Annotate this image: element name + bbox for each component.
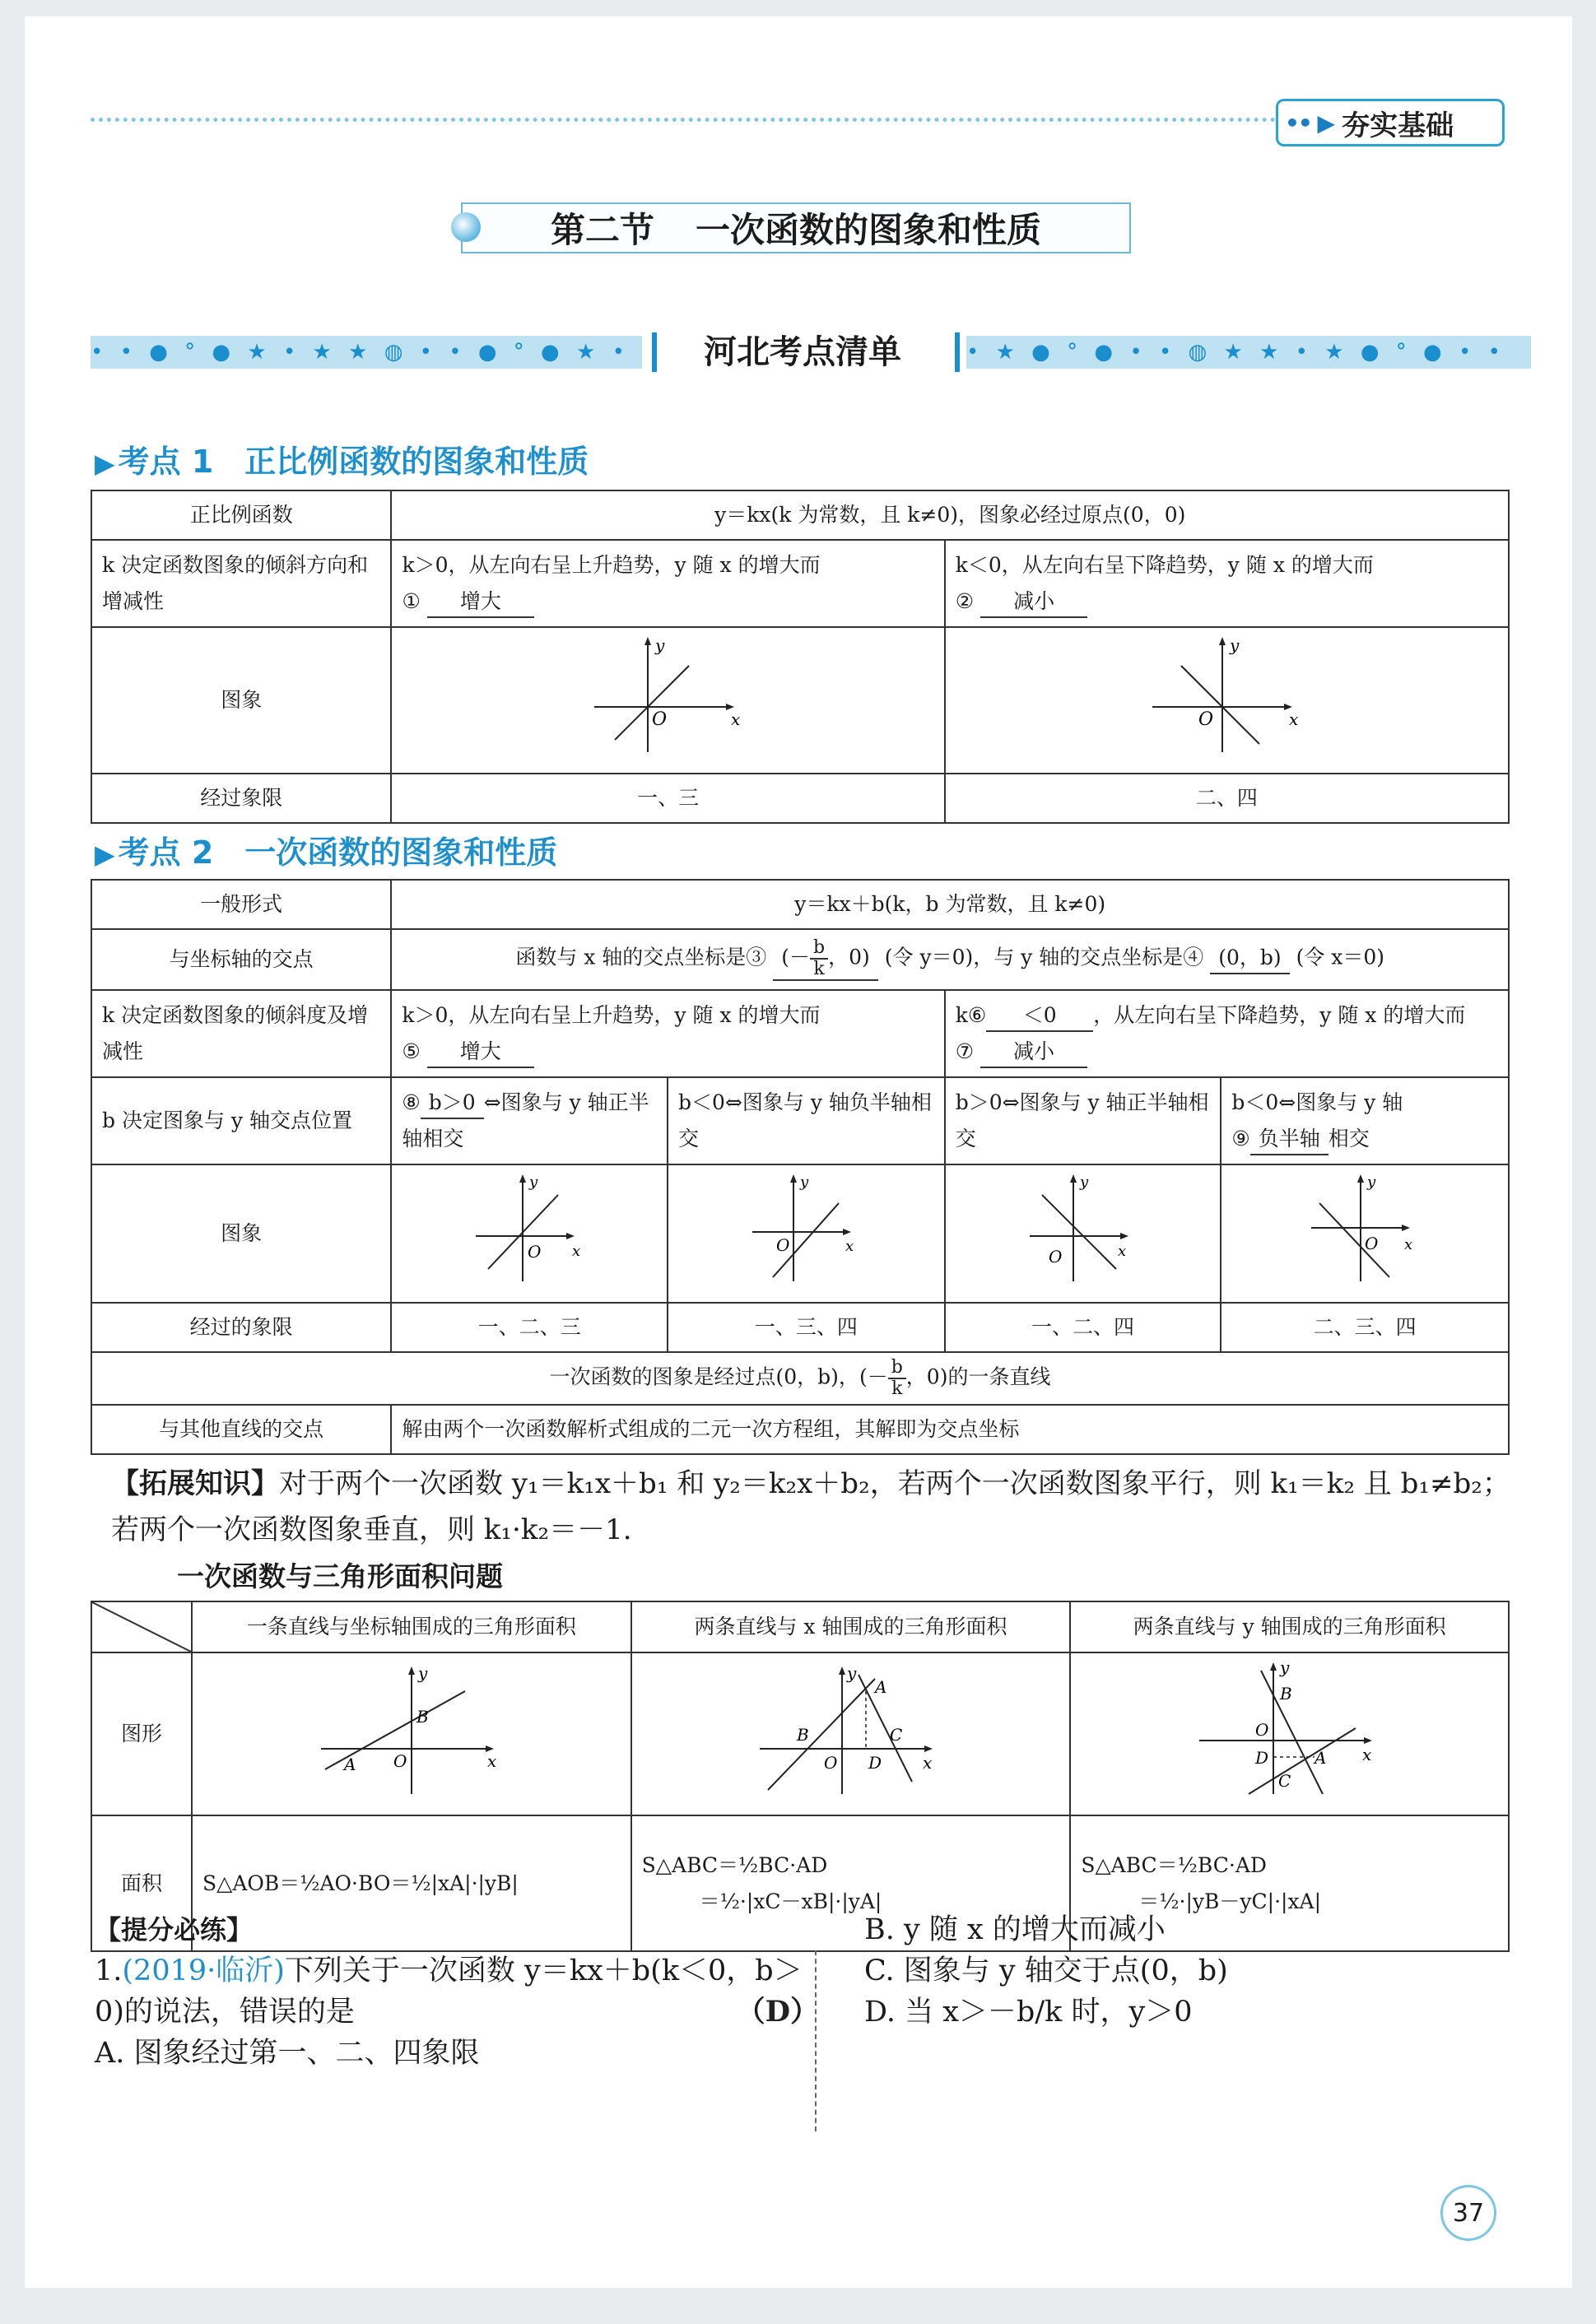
- blank-6: ＜0: [986, 1001, 1093, 1032]
- tri-col3: 两条直线与 y 轴围成的三角形面积: [1070, 1601, 1509, 1652]
- tri-col1: 一条直线与坐标轴围成的三角形面积: [192, 1601, 631, 1652]
- k2-axis-label: 与坐标轴的交点: [91, 929, 391, 990]
- k2-axis-value: 函数与 x 轴的交点坐标是③ (－ $\frac{b}{k}$ ，0) (令 y＝0)，与 y 轴的交点坐标是④ (0，b) (令 x＝0): [391, 929, 1509, 990]
- svg-text:O: O: [651, 709, 667, 730]
- k2-graph-label: 图象: [91, 1164, 391, 1303]
- tri-row-graph-label: 图形: [91, 1652, 192, 1815]
- k1-r4-right: 二、四: [945, 774, 1509, 823]
- blank-5: 增大: [427, 1037, 534, 1068]
- k2-other-label: 与其他直线的交点: [91, 1405, 391, 1454]
- k2-slope-label: k 决定函数图象的倾斜度及增减性: [91, 990, 391, 1077]
- svg-text:y: y: [417, 1663, 428, 1683]
- tri-col2: 两条直线与 x 轴围成的三角形面积: [631, 1601, 1071, 1652]
- svg-text:y: y: [1079, 1174, 1088, 1191]
- kaodian2-table: [91, 879, 1510, 1455]
- k2-b-c1: ⑧ b＞0 ⇔图象与 y 轴正半轴相交: [391, 1077, 668, 1164]
- k2-graph-3: [945, 1164, 1221, 1303]
- svg-text:D: D: [868, 1753, 882, 1773]
- svg-text:x: x: [730, 709, 740, 729]
- section-title-part1: 第二节: [550, 210, 654, 250]
- k2-b-c3: b＞0⇔图象与 y 轴正半轴相交: [945, 1077, 1221, 1164]
- extension-paragraph: [111, 1461, 1527, 1553]
- blank-7: 减小: [980, 1037, 1087, 1068]
- graph-triangle-x-axis: [751, 1658, 949, 1798]
- triangle-icon: ▶: [95, 448, 115, 479]
- frac-b-over-k-2: $\frac{b}{k}$: [888, 1358, 906, 1399]
- answer-bracket: （D）: [736, 1995, 819, 2029]
- section-title: [461, 202, 1131, 253]
- k1-r3-label: 图象: [91, 627, 391, 774]
- svg-text:O: O: [1048, 1247, 1062, 1267]
- svg-text:C: C: [890, 1725, 903, 1745]
- svg-text:x: x: [486, 1751, 497, 1771]
- diagonal-line: [92, 1602, 191, 1652]
- practice-right: [864, 1909, 1523, 2033]
- answer-letter: D: [765, 1995, 790, 2029]
- tri-graph-1: [192, 1652, 631, 1815]
- svg-text:y: y: [1279, 1658, 1289, 1677]
- k2-general-value: y＝kx＋b(k，b 为常数，且 k≠0): [391, 880, 1509, 929]
- svg-text:y: y: [1230, 635, 1240, 655]
- graph-k-pos-b-pos: [472, 1170, 587, 1285]
- svg-text:y: y: [654, 635, 664, 655]
- k2-slope-left: k＞0，从左向右呈上升趋势，y 随 x 的增大而 ⑤ 增大: [391, 990, 944, 1077]
- svg-text:x: x: [1404, 1236, 1413, 1253]
- k2-general-label: 一般形式: [91, 880, 391, 929]
- extension-text: 对于两个一次函数 y₁＝k₁x＋b₁ 和 y₂＝k₂x＋b₂，若两个一次函数图象平行，则 k₁＝k₂ 且 b₁≠b₂；若两个一次函数图象垂直，则 k₁·k₂＝－1.: [111, 1467, 1510, 1546]
- svg-text:O: O: [776, 1235, 790, 1255]
- svg-text:O: O: [393, 1751, 407, 1771]
- k2-slope-right: k⑥ ＜0 ，从左向右呈下降趋势，y 随 x 的增大而 ⑦ 减小: [945, 990, 1509, 1077]
- k2-graph-4: [1221, 1164, 1509, 1303]
- svg-text:A: A: [343, 1755, 356, 1774]
- banner-label: 河北考点清单: [704, 333, 901, 371]
- column-divider: [815, 1950, 817, 2131]
- blank-1: 增大: [427, 587, 534, 618]
- svg-text:A: A: [875, 1677, 887, 1697]
- graph-k-neg-b-neg: [1307, 1170, 1422, 1285]
- banner-bar-right: [955, 332, 960, 372]
- option-a: A. 图象经过第一、二、四象限: [95, 2037, 480, 2070]
- graph-k-pos-b-neg: [748, 1170, 863, 1285]
- graph-k-neg-b-pos: [1026, 1170, 1141, 1285]
- k1-r2-right: k＜0，从左向右呈下降趋势，y 随 x 的增大而 ② 减小: [945, 540, 1509, 627]
- question-1: 1.(2019·临沂)下列关于一次函数 y＝kx＋b(k＜0，b＞0)的说法，错误的是 （D）: [95, 1950, 819, 2033]
- svg-text:x: x: [572, 1243, 581, 1260]
- svg-text:B: B: [1279, 1684, 1292, 1703]
- practice-left: [95, 1914, 819, 2074]
- k1-r2-left: k＞0，从左向右呈上升趋势，y 随 x 的增大而 ① 增大: [391, 540, 944, 627]
- k2-line-summary: 一次函数的图象是经过点(0，b)，(－ $\frac{b}{k}$ ，0)的一条直线: [91, 1352, 1509, 1405]
- svg-text:y: y: [847, 1663, 857, 1683]
- svg-text:y: y: [529, 1174, 538, 1191]
- tri-graph-3: [1070, 1652, 1509, 1815]
- k1-r2-label: k 决定函数图象的倾斜方向和增减性: [91, 540, 391, 627]
- tri-graph-2: [631, 1652, 1071, 1815]
- svg-text:x: x: [1361, 1745, 1371, 1764]
- k2-quad-1: 一、二、三: [391, 1303, 668, 1352]
- triangle-table: [91, 1601, 1510, 1952]
- section-title-part2: 一次函数的图象和性质: [696, 210, 1042, 250]
- kaodian1-table: [91, 490, 1510, 824]
- k2-quad-label: 经过的象限: [91, 1303, 391, 1352]
- svg-text:B: B: [416, 1707, 429, 1727]
- diag-corner: [91, 1601, 192, 1652]
- blank-3: (－ $\frac{b}{k}$ ，0): [773, 938, 878, 981]
- option-c: C. 图象与 y 轴交于点(0，b): [864, 1954, 1228, 1987]
- svg-text:O: O: [1254, 1720, 1269, 1740]
- k2-b-c2: b＜0⇔图象与 y 轴负半轴相交: [668, 1077, 945, 1164]
- extension-tag: 【拓展知识】: [111, 1467, 279, 1500]
- tri-area-2: S△ABC＝½BC·AD ＝½·|xC－xB|·|yA|: [631, 1815, 1071, 1951]
- blank-8: b＞0: [421, 1088, 484, 1119]
- svg-text:D: D: [1254, 1748, 1268, 1768]
- header-badge: [1276, 99, 1505, 146]
- svg-text:C: C: [1277, 1771, 1291, 1791]
- tri-area-3: S△ABC＝½BC·AD ＝½·|yB－yC|·|xA|: [1070, 1815, 1509, 1951]
- k1-graph-increasing: [391, 627, 944, 774]
- kaodian-banner: [91, 329, 1531, 375]
- header-dotted-rule: [91, 118, 1292, 122]
- k1-r4-label: 经过象限: [91, 774, 391, 823]
- page-number: 37: [1440, 2185, 1496, 2241]
- k2-quad-2: 一、三、四: [668, 1303, 945, 1352]
- svg-text:y: y: [1367, 1174, 1376, 1191]
- question-source: (2019·临沂): [122, 1954, 285, 1987]
- svg-text:x: x: [845, 1238, 854, 1255]
- graph-triangle-y-axis: [1191, 1658, 1389, 1798]
- blank-2: 减小: [980, 587, 1087, 618]
- option-d: D. 当 x＞－b/k 时，y＞0: [864, 1996, 1193, 2029]
- triangle-icon: ▶: [95, 839, 115, 870]
- badge-arrows-icon: •• ▶: [1285, 109, 1334, 137]
- banner-left-deco: • • ● ° ● ★ • ★ ★ ◍ • • ● ° ● ★ •: [91, 336, 642, 369]
- graph-triangle-axes: [313, 1658, 510, 1798]
- blank-9: 负半轴: [1250, 1124, 1328, 1155]
- kaodian2-heading: ▶ 考点 2 一次函数的图象和性质: [95, 834, 558, 871]
- tri-row-area-label: 面积: [91, 1815, 192, 1951]
- svg-text:y: y: [800, 1174, 809, 1191]
- svg-text:O: O: [1198, 709, 1214, 730]
- kaodian1-heading: ▶ 考点 1 正比例函数的图象和性质: [95, 444, 589, 480]
- k2-b-c4: b＜0⇔图象与 y 轴 ⑨ 负半轴 相交: [1221, 1077, 1509, 1164]
- k2-graph-2: [668, 1164, 945, 1303]
- frac-b-over-k: $\frac{b}{k}$: [810, 938, 828, 979]
- svg-text:x: x: [1117, 1243, 1126, 1260]
- k2-b-label: b 决定图象与 y 轴交点位置: [91, 1077, 391, 1164]
- tri-area-1: S△AOB＝½AO·BO＝½|xA|·|yB|: [192, 1815, 631, 1951]
- svg-text:B: B: [797, 1725, 810, 1745]
- k2-other-value: 解由两个一次函数解析式组成的二元一次方程组，其解即为交点坐标: [391, 1405, 1509, 1454]
- k1-r1-value: y＝kx(k 为常数，且 k≠0)，图象必经过原点(0，0): [391, 490, 1509, 540]
- svg-text:A: A: [1314, 1748, 1327, 1768]
- k1-graph-decreasing: [945, 627, 1509, 774]
- k1-r4-left: 一、三: [391, 774, 944, 823]
- banner-right-deco: • ★ ● ° ● • • ◍ ★ ★ • ★ ● ° ● • •: [966, 336, 1531, 369]
- svg-text:x: x: [923, 1753, 933, 1773]
- practice-tag: 【提分必练】: [95, 1914, 254, 1945]
- option-b: B. y 随 x 的增大而减小: [864, 1913, 1166, 1946]
- svg-text:O: O: [1365, 1234, 1379, 1253]
- page: [25, 16, 1572, 2288]
- graph-direct-positive: [586, 633, 751, 756]
- blank-4: (0，b): [1210, 943, 1289, 974]
- k2-quad-4: 二、三、四: [1221, 1303, 1509, 1352]
- badge-label: 夯实基础: [1342, 109, 1454, 142]
- k1-r1-label: 正比例函数: [91, 490, 391, 540]
- svg-text:x: x: [1289, 709, 1299, 729]
- k2-graph-1: [391, 1164, 668, 1303]
- title-bullet-icon: [451, 212, 481, 242]
- svg-text:O: O: [528, 1242, 542, 1262]
- triangle-subheading: 一次函数与三角形面积问题: [177, 1560, 503, 1592]
- svg-text:O: O: [824, 1753, 838, 1773]
- k2-quad-3: 一、二、四: [945, 1303, 1221, 1352]
- graph-direct-negative: [1144, 633, 1309, 756]
